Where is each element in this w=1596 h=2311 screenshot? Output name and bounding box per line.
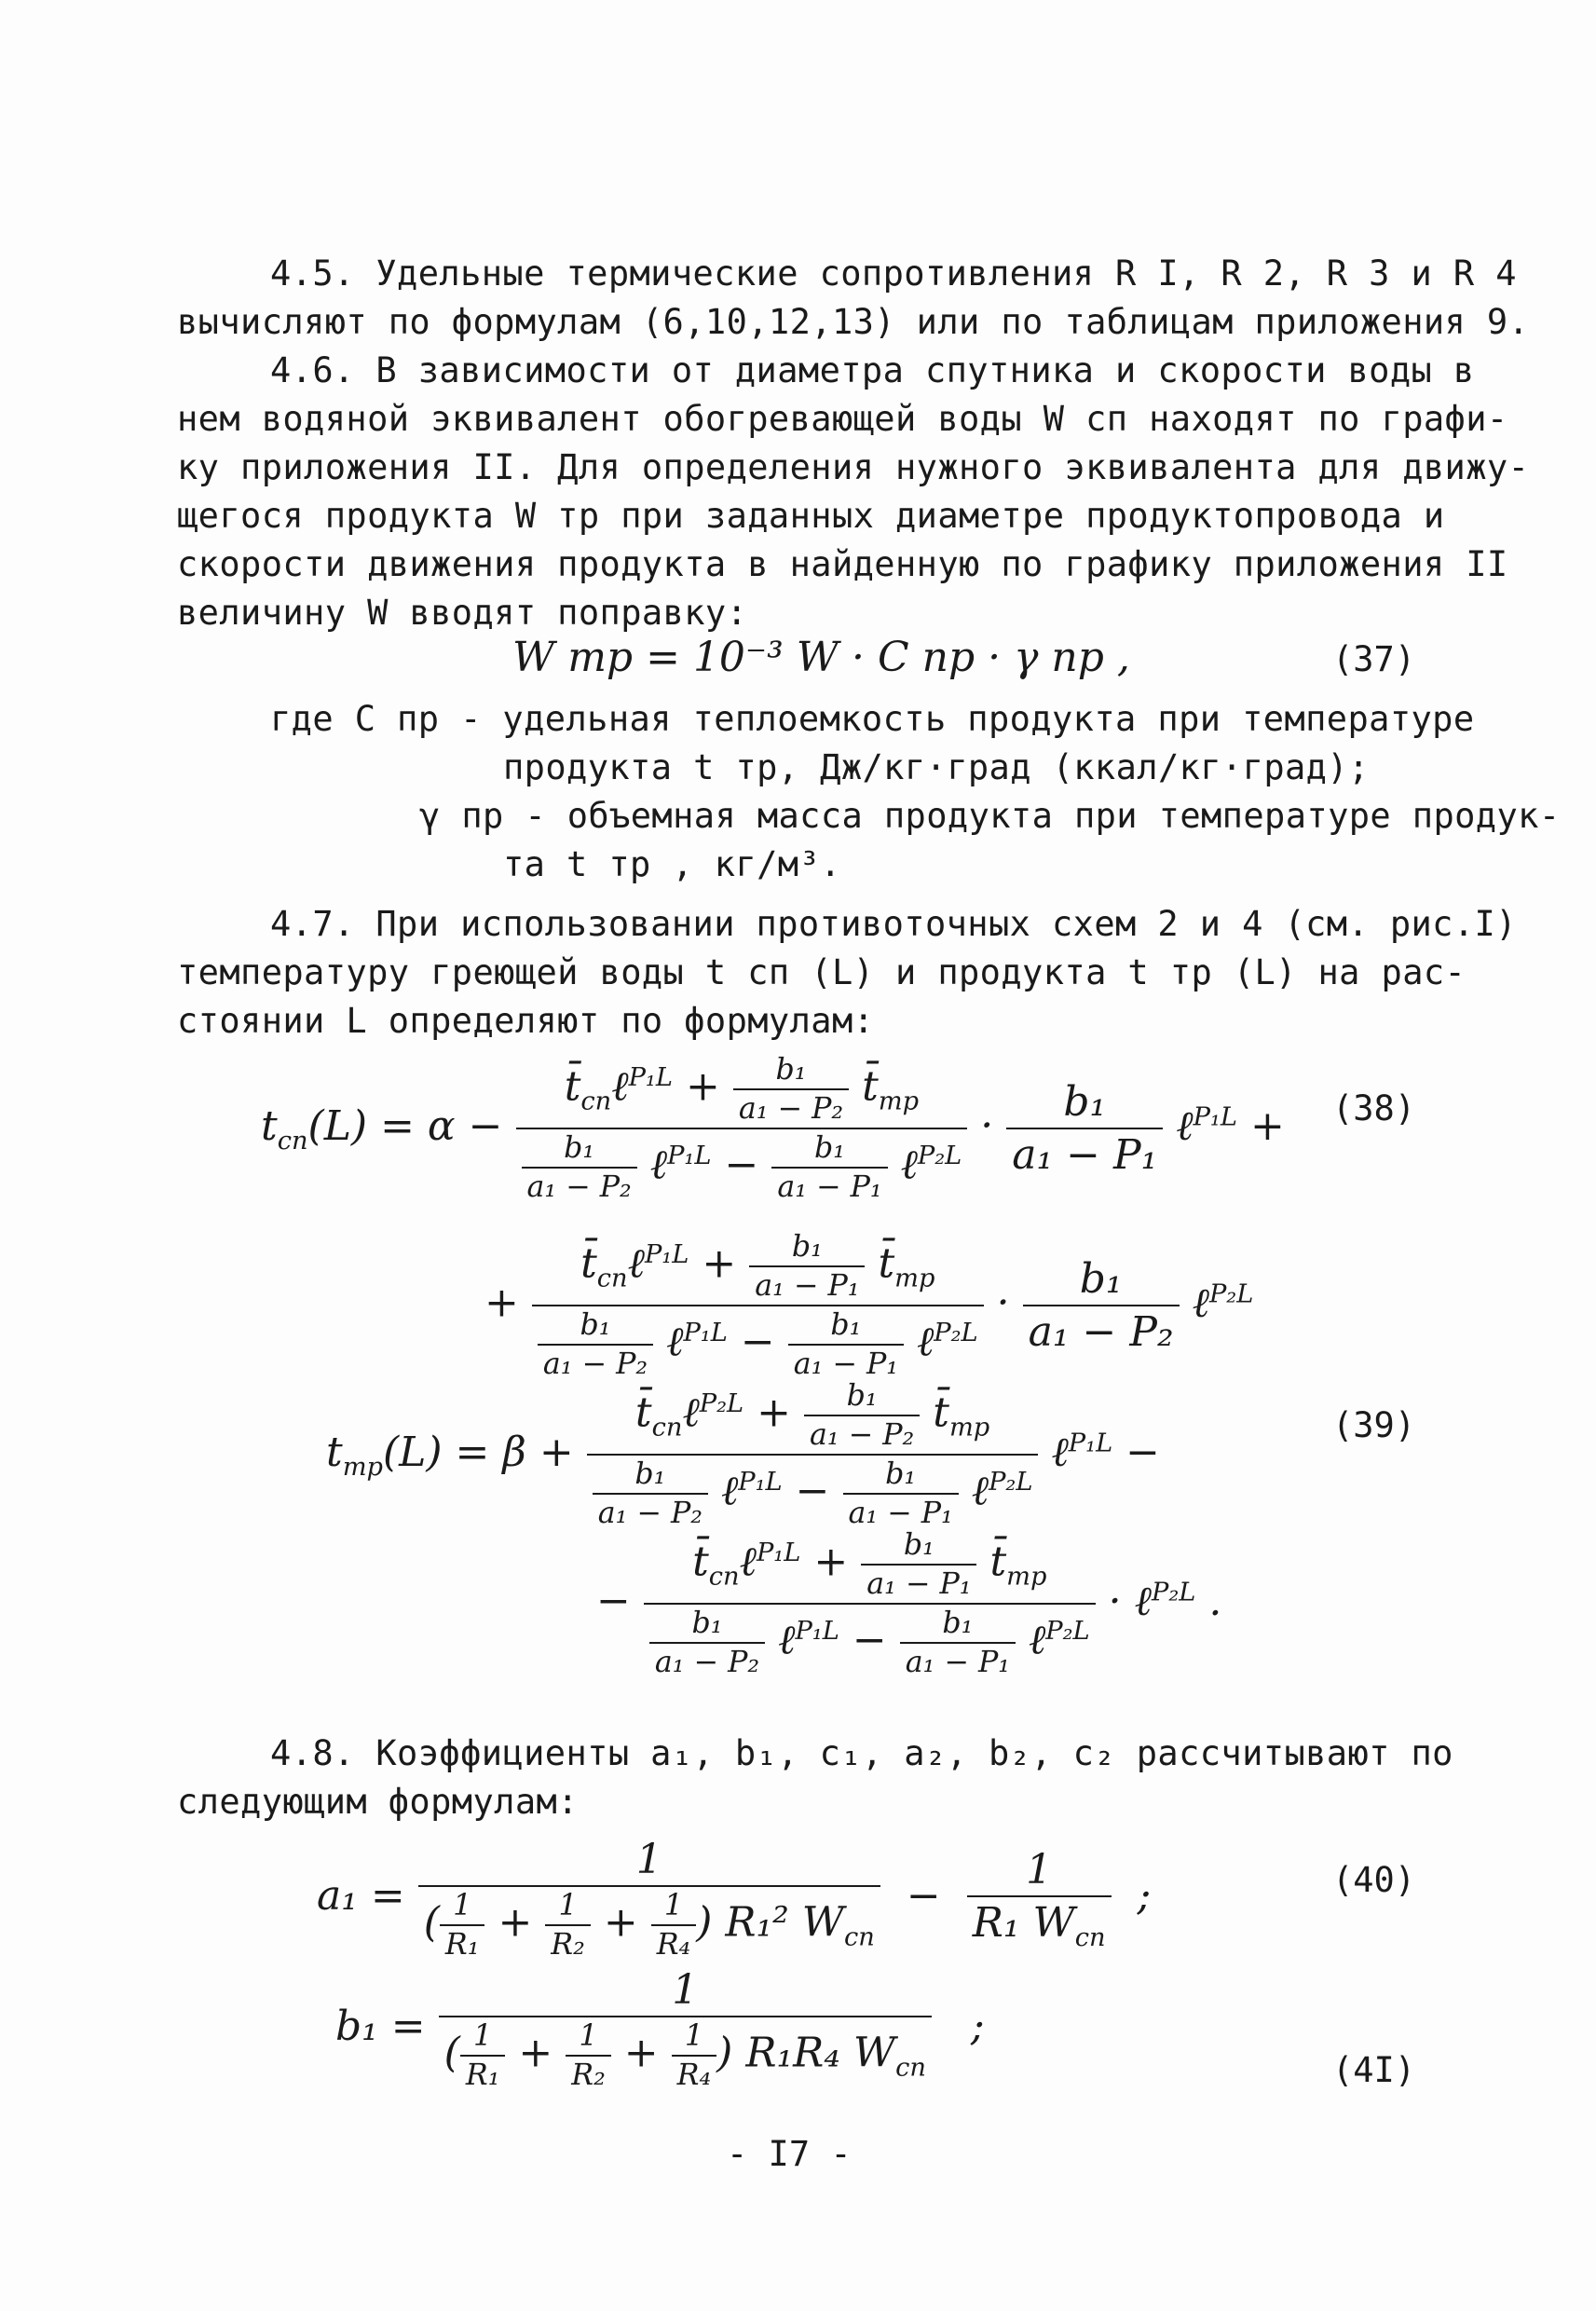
text-line: следующим формулам:	[177, 1782, 579, 1822]
equation-number: (4I)	[1332, 2050, 1416, 2090]
text-line: 4.5. Удельные термические сопротивления R I, R 2, R 3 и R 4	[270, 253, 1517, 294]
equation-number: (40)	[1332, 1860, 1416, 1900]
equation-39-continued: − $t̄_{сп}\ell^{P_1L}$ + $\frac{\text{b₁}}{\text{a₁ − P₁}}$ $t̄_{тр}$ $\frac{\text{b₁}}{\text{a₁ − P₂}}$ ℓ$^{P_1L}$ − $\frac{\text{b₁}}{\text{a₁ − P₁}}$ ℓ$^{P_2L}$ · ℓ$^{P_2L}$ .	[596, 1528, 1222, 1679]
text-line: та t тр , кг/м³.	[503, 844, 841, 884]
text-line: ку приложения II. Для определения нужного эквивалента для движу-	[177, 447, 1530, 487]
text-line: γ пр - объемная масса продукта при температуре продук-	[419, 796, 1561, 836]
text-line: скорости движения продукта в найденную по графику приложения II	[177, 544, 1508, 584]
equation-39: $t_{тр}(L) = \beta$ + $t̄_{сп}\ell^{P_2L}$ + $\frac{\text{b₁}}{\text{a₁ − P₂}}$ $t̄_{тр}$ $\frac{\text{b₁}}{\text{a₁ − P₂}}$ ℓ$^{P_1L}$ − $\frac{\text{b₁}}{\text{a₁ − P₁}}$ ℓ$^{P_2L}$ ℓ$^{P_1L}$ −	[326, 1379, 1161, 1530]
equation-38: $t_{сп}(L) = \alpha$ − $t̄_{сп}\ell^{P_1L}$ + $\frac{\text{b₁}}{\text{a₁ − P₂}}$ $t̄_{тр}$ $\frac{\text{b₁}}{\text{a₁ − P₂}}$ ℓ$^{P_1L}$ − $\frac{\text{b₁}}{\text{a₁ − P₁}}$ ℓ$^{P_2L}$ · $\frac{\text{b₁}}{\text{a₁ − P₁}}$ ℓ$^{P_1L}$ +	[261, 1053, 1285, 1204]
page-number: - I7 -	[727, 2134, 852, 2174]
equation-37: W тр = 10⁻³ W · C пр · γ пр ,	[512, 634, 1130, 681]
text-line: щегося продукта W тр при заданных диаметре продуктопровода и	[177, 496, 1445, 536]
equation-40: a₁ = 1 ( $\frac{1}{\text{R₁}}$ + $\frac{1}{\text{R₂}}$ + $\frac{1}{\text{R₄}}$ ) R₁² $W_{сп}$ − $\frac{1}{R_1 W_{сп}}$ ;	[317, 1836, 1152, 1962]
text-line: 4.6. В зависимости от диаметра спутника и скорости воды в	[270, 350, 1475, 390]
text-line: температуру греющей воды t сп (L) и продукта t тр (L) на рас-	[177, 952, 1466, 992]
text-line: нем водяной эквивалент обогревающей воды W сп находят по графи-	[177, 399, 1508, 439]
text-line: 4.7. При использовании противоточных схем 2 и 4 (см. рис.I)	[270, 904, 1517, 944]
text-line: величину W вводят поправку:	[177, 593, 748, 633]
text-line: 4.8. Коэффициенты a₁, b₁, c₁, a₂, b₂, c₂ рассчитывают по	[270, 1733, 1453, 1773]
text-line: стоянии L определяют по формулам:	[177, 1001, 875, 1041]
equation-number: (37)	[1332, 639, 1416, 679]
equation-number: (38)	[1332, 1088, 1416, 1128]
equation-38-continued: + $t̄_{сп}\ell^{P_1L}$ + $\frac{\text{b₁}}{\text{a₁ − P₁}}$ $t̄_{тр}$ $\frac{\text{b₁}}{\text{a₁ − P₂}}$ ℓ$^{P_1L}$ − $\frac{\text{b₁}}{\text{a₁ − P₁}}$ ℓ$^{P_2L}$ · $\frac{\text{b₁}}{\text{a₁ − P₂}}$ ℓ$^{P_2L}$	[484, 1230, 1254, 1381]
equation-number: (39)	[1332, 1405, 1416, 1445]
text-line: где C пр - удельная теплоемкость продукта при температуре	[270, 699, 1475, 739]
text-line: вычисляют по формулам (6,10,12,13) или по таблицам приложения 9.	[177, 302, 1530, 342]
equation-41: b₁ = 1 ( $\frac{1}{\text{R₁}}$ + $\frac{1}{\text{R₂}}$ + $\frac{1}{\text{R₄}}$ ) R₁R₄ $W_{сп}$ ;	[335, 1966, 985, 2092]
text-line: продукта t тр, Дж/кг·град (ккал/кг·град);	[503, 747, 1370, 787]
